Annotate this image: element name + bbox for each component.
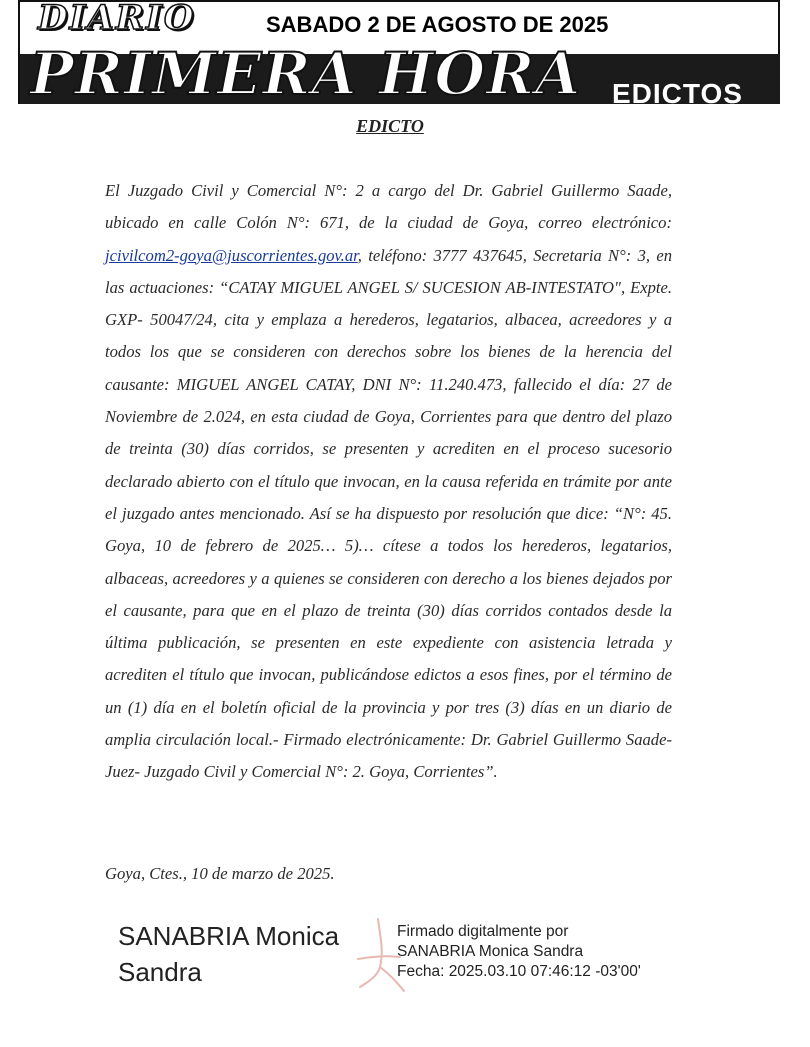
signature-line-2: SANABRIA Monica Sandra bbox=[397, 943, 584, 960]
edicto-body bbox=[105, 175, 672, 789]
masthead-right-rule bbox=[778, 0, 780, 54]
signature-details bbox=[397, 922, 641, 982]
edicto-heading: EDICTO bbox=[356, 116, 424, 136]
masthead-kicker: DIARIO bbox=[38, 0, 196, 38]
signer-name: SANABRIA Monica Sandra bbox=[118, 921, 340, 987]
edicto-body-text: El Juzgado Civil y Comercial N°: 2 a cargo del Dr. Gabriel Guillermo Saade, ubicado en calle Colón N°: 671, de la ciudad de Goya, correo electrónico: bbox=[105, 181, 672, 233]
signature-line-3: Fecha: 2025.03.10 07:46:12 -03'00' bbox=[397, 963, 641, 980]
masthead-date: SABADO 2 DE AGOSTO DE 2025 bbox=[266, 12, 609, 37]
edicto-body-text-continued: , teléfono: 3777 437645, Secretaria N°: 3, en las actuaciones: “CATAY MIGUEL ANGEL S/ SUCESION AB-INTESTATO", Expte. GXP- 50047/24, cita y emplaza a herederos, legatarios, albacea, acreedores y a todos los que se consideren con derechos sobre los bienes de la herencia del causante: MIGUEL ANGEL CATAY, DNI N°: 11.240.473, fallecido el día: 27 de Noviembre de 2.024, en esta ciudad de Goya, Corrientes para que dentro del plazo de treinta (30) días corridos, se presenten y acrediten en el proceso sucesorio declarado abierto con el título que invocan, en la causa referida en trámite por ante el juzgado antes mencionado. Así se ha dispuesto por resolución que dice: “N°: 45. Goya, 10 de febrero de 2025… 5)… cítese a todos los herederos, legatarios, albaceas, acreedores y a quienes se consideren con derecho a los bienes dejados por el causante, para que en el plazo de treinta (30) días corridos contados desde la última publicación, se presenten en este expediente con asistencia letrada y acrediten el título que invocan, publicándose edictos a esos fines, por el término de un (1) día en el boletín oficial de la provincia y por tres (3) días en un diario de amplia circulación local.- Firmado electrónicamente: Dr. Gabriel Guillermo Saade- Juez- Juzgado Civil y Comercial N°: 2. Goya, Corrientes”. bbox=[105, 245, 672, 782]
signature-line-1: Firmado digitalmente por bbox=[397, 923, 569, 940]
masthead-section: EDICTOS bbox=[612, 78, 743, 104]
masthead-title: PRIMERA HORA bbox=[30, 40, 582, 104]
masthead bbox=[18, 0, 780, 104]
email-link[interactable]: jcivilcom2-goya@juscorrientes.gov.ar bbox=[105, 245, 358, 265]
edicto-place-date: Goya, Ctes., 10 de marzo de 2025. bbox=[105, 864, 335, 883]
